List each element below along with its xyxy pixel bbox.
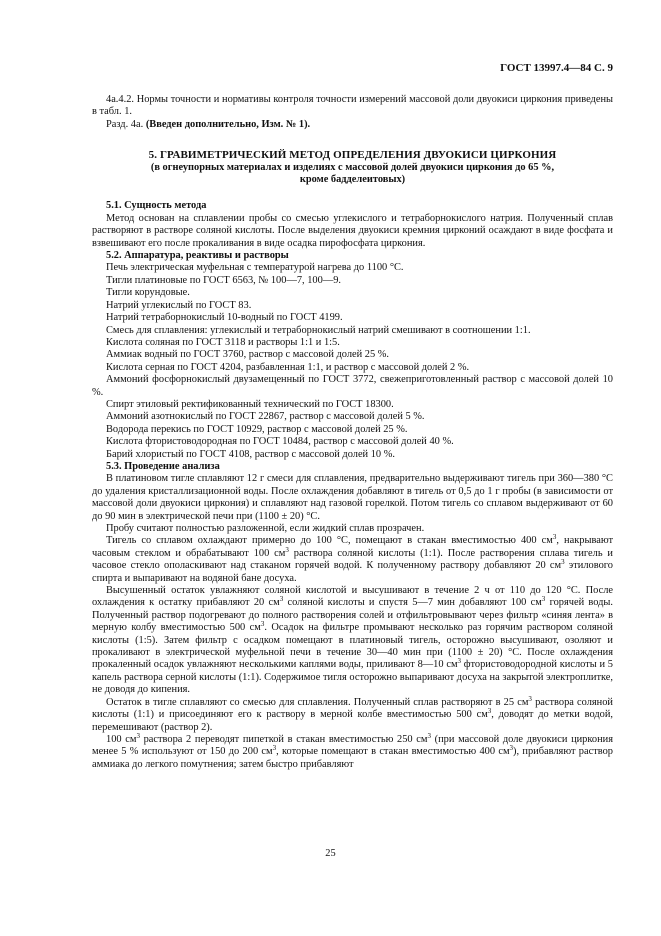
text-run: 100 см [106,733,137,745]
text-run: соляной кислоты и спустя 5—7 мин добавляют 100 см [283,597,542,609]
text-run: раствора соляной кислоты (1:1). После растворения сплава тигель и часовое стекло ополаскивают над стаканом горячей водой. К полученному раствору добавляют 20 см [92,547,613,572]
text-run: Тигель со сплавом охлаждают примерно до 100 °С, помещают в стакан вместимостью 400 см [106,535,553,547]
text-run: горячей воды. Полученный раствор подогревают до полного растворения солей и отфильтровывают через фильтр «синяя лента» в мерную колбу вместимостью 500 см [92,597,613,634]
text-run: этилового спирта и выпаривают на водяной бане досуха. [92,560,613,584]
paragraph-4a42: 4a.4.2. Нормы точности и нормативы контроля точности измерений массовой доли двуокиси циркония приведены в табл. 1. [92,94,613,118]
heading-5-3: 5.3. Проведение анализа [106,460,220,472]
section-subtitle-line1: (в огнеупорных материалах и изделиях с массовой долей двуокиси циркония до 65 %, [150,161,555,173]
amendment-note: (Введен дополнительно, Изм. № 1). [145,118,311,130]
list-item: Печь электрическая муфельная с температурой нагрева до 1100 °С. [106,262,404,274]
text-run: ), прибавляют раствор аммиака до легкого помутнения; затем быстро прибавляют [92,746,613,770]
superscript: 3 [487,707,492,716]
list-item: Натрий углекислый по ГОСТ 83. [106,299,252,311]
superscript: 3 [285,545,289,554]
superscript: 3 [528,694,532,703]
text-run: . Осадок на фильтре промывают несколько раз горячим раствором соляной кислоты (1:5). Затем фильтр с осадком помещают в платиновый тигель, осторожно высушивают, озоляют и прокаливают в электрической муфельной печи в течение 30—40 мин при (1100 ± 20) °С. После охлаждения прокаленный осадок увлажняют несколькими каплями воды, приливают 8—10 см [92,622,613,671]
list-item: Кислота фтористоводородная по ГОСТ 10484, раствор с массовой долей 40 %. [106,436,454,448]
text-run: , накрывают часовым стеклом и обрабатывают 100 см [92,535,613,559]
paragraph-5-3-4 [92,585,613,697]
superscript: 3 [541,595,546,604]
paragraph-5-3-5 [92,694,613,734]
list-item: Смесь для сплавления: углекислый и тетраборнокислый натрий смешивают в соотношении 1:1. [106,324,531,336]
text-run: Остаток в тигле сплавляют со смесью для сплавления. Полученный сплав растворяют в 25 см [106,696,529,708]
list-item: Тигли корундовые. [106,287,190,299]
superscript: 3 [561,558,565,567]
superscript: 3 [457,657,462,666]
text-run: раствора соляной кислоты (1:1) и присоединяют его к раствору в мерной колбе вместимостью 500 см [92,696,613,721]
superscript: 3 [509,744,514,753]
text-run: Высушенный остаток увлажняют соляной кислотой и высушивают в течение 2 ч от 110 до 120 °С. После охлаждения к остатку прибавляют 20 см [92,585,613,609]
list-item: Аммоний азотнокислый по ГОСТ 22867, раствор с массовой долей 5 %. [106,411,425,423]
heading-5-2: 5.2. Аппаратура, реактивы и растворы [106,250,289,262]
amendment-lead: Разд. 4a. [106,118,144,130]
paragraph-amendment [92,119,613,131]
text-run: , доводят до метки водой, перемешивают (раствор 2). [92,709,613,733]
paragraph-5-3-2: Пробу считают полностью разложенной, если жидкий сплав прозрачен. [106,523,425,534]
heading-5-1: 5.1. Сущность метода [106,200,207,212]
list-item: Тигли платиновые по ГОСТ 6563, № 100—7, 100—9. [106,274,342,286]
superscript: 3 [260,620,265,629]
paragraph-5-3-1: В платиновом тигле сплавляют 12 г смеси для сплавления, предварительно выдерживают тигель при 360—380 °С до удаления кристаллизационной воды. После охлаждения добавляют в тигель от 0,5 до 1 г пробы (в зависимости от массовой доли двуокиси циркония) и сплавляют над газовой горелкой. Потом тигель со сплавом выдерживают от 60 до 90 мин в электрической печи при (1100 ± 20) °С. [92,473,613,522]
superscript: 3 [552,533,557,542]
section-title: 5. ГРАВИМЕТРИЧЕСКИЙ МЕТОД ОПРЕДЕЛЕНИЯ ДВУОКИСИ ЦИРКОНИЯ [148,149,557,162]
page-number: 25 [325,848,336,859]
list-item: Аммиак водный по ГОСТ 3760, раствор с массовой долей 25 %. [106,349,390,361]
text-run: раствора 2 переводят пипеткой в стакан вместимостью 250 см [139,733,428,745]
superscript: 3 [279,595,284,604]
list-item: Кислота серная по ГОСТ 4204, разбавленная 1:1, и раствор с массовой долей 2 %. [106,361,470,373]
running-header: ГОСТ 13997.4—84 С. 9 [500,62,613,74]
superscript: 3 [272,744,277,753]
superscript: 3 [136,731,140,740]
list-item: Барий хлористый по ГОСТ 4108, раствор с массовой долей 10 %. [106,448,395,460]
text-run: фтористоводородной кислоты и 5 капель раствора серной кислоты (1:1). Содержимое тигля осторожно выпаривают досуха на закрытой электроплитке, не доводя до кипения. [92,659,613,696]
list-item: Аммоний фосфорнокислый двузамещенный по ГОСТ 3772, свежеприготовленный раствор с массовой долей 10 %. [92,374,613,398]
paragraph-5-3-6 [92,731,613,771]
text-run: , которые помещают в стакан вместимостью 400 см [276,746,510,758]
list-item: Спирт этиловый ректификованный технический по ГОСТ 18300. [106,398,394,410]
section-subtitle-line2: кроме бадделеитовых) [299,174,406,186]
paragraph-5-3-3 [92,535,613,585]
list-item: Натрий тетраборнокислый 10-водный по ГОСТ 4199. [106,312,343,324]
list-item: Кислота соляная по ГОСТ 3118 и растворы 1:1 и 1:5. [106,336,340,348]
text-run: (при массовой доле двуокиси циркония менее 5 % используют от 150 до 200 см [92,733,613,758]
page-body [92,94,613,771]
list-item: Водорода перекись по ГОСТ 10929, раствор с массовой долей 25 %. [106,423,408,435]
paragraph-5-1: Метод основан на сплавлении пробы со смесью углекислого и тетраборнокислого натрия. Полученный сплав растворяют в растворе соляной кислоты. После выделения двуокиси кремния цирконий осаждают в виде фосфата и взвешивают его после прокаливания в виде осадка пирофосфата циркония. [92,212,613,249]
superscript: 3 [427,731,431,740]
